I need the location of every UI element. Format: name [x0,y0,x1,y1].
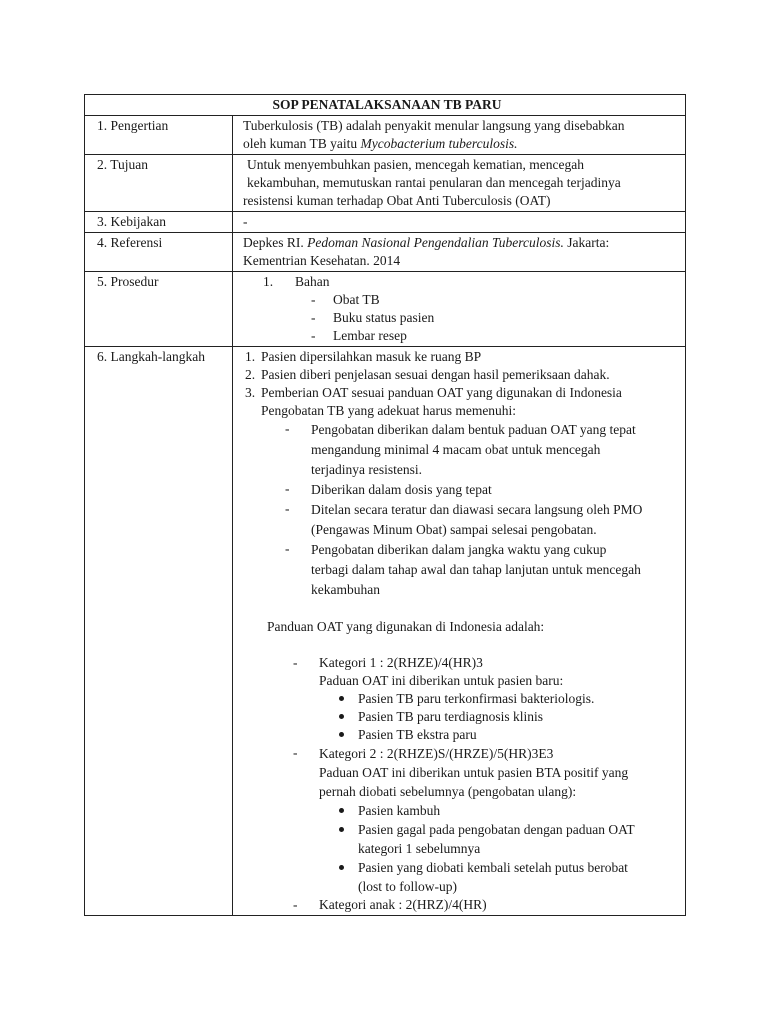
step-3 [243,384,679,420]
dash-marker: - [293,655,298,670]
content-langkah [233,347,686,916]
requirement-line: mengandung minimal 4 macam obat untuk mencegah [311,442,601,457]
prosedur-item [243,327,679,345]
prosedur-heading [243,273,679,291]
kategori-title: Kategori 2 : 2(RHZE)S/(HRZE)/5(HR)3E3 [319,746,554,761]
dash-marker: - [311,328,316,343]
prosedur-item-text: Obat TB [333,292,380,307]
row-tujuan [85,155,686,212]
requirement-line: Pengobatan diberikan dalam bentuk paduan OAT yang tepat [311,422,636,437]
bullet-text: Pasien TB paru terkonfirmasi bakteriologis. [358,691,595,706]
bullet-item [339,726,679,744]
panduan-intro: Panduan OAT yang digunakan di Indonesia adalah: [267,619,545,634]
pengertian-species: Mycobacterium tuberculosis. [360,136,518,151]
kategori-anak [243,896,679,914]
bullet-dot [339,696,344,701]
bullet-item [339,820,679,858]
step-number: 3. [245,385,256,400]
referensi-book-title: Pedoman Nasional Pengendalian Tuberculosis. [307,235,564,250]
prosedur-heading-text: Bahan [295,274,330,289]
pengertian-line-1: Tuberkulosis (TB) adalah penyakit menular langsung yang disebabkan [243,118,625,133]
label-langkah: 6. Langkah-langkah [85,347,233,916]
bullet-text-continued: (lost to follow-up) [358,879,457,894]
dash-marker: - [293,897,298,912]
content-prosedur [233,272,686,347]
bullet-dot [339,827,344,832]
bullet-dot [339,732,344,737]
kategori-title: Kategori 1 : 2(RHZE)/4(HR)3 [319,655,483,670]
referensi-line-1 [243,234,679,252]
row-pengertian [85,116,686,155]
step-3-line-2: Pengobatan TB yang adekuat harus memenuhi: [261,403,517,418]
step-number: 1. [245,349,256,364]
bullet-text: Pasien kambuh [358,803,441,818]
kategori-1-body [319,654,679,744]
content-referensi [233,233,686,272]
dash-marker: - [285,421,290,436]
kategori-2-bullets [319,801,679,896]
requirement-line: terjadinya resistensi. [311,462,422,477]
kategori-2-body [319,744,679,896]
prosedur-item [243,309,679,327]
requirement-text [311,540,679,600]
requirement-item [243,500,679,540]
document-title: SOP PENATALAKSANAAN TB PARU [85,95,686,116]
requirement-line: kekambuhan [311,582,380,597]
bullet-text: Pasien yang diobati kembali setelah putus berobat [358,860,628,875]
dash-marker: - [311,310,316,325]
step-3-line-1: Pemberian OAT sesuai panduan OAT yang digunakan di Indonesia [261,385,622,400]
dash-marker: - [285,501,290,516]
row-referensi [85,233,686,272]
requirement-text [311,500,679,540]
step-text: Pasien diberi penjelasan sesuai dengan hasil pemeriksaan dahak. [261,367,610,382]
step-1 [243,348,679,366]
step-2 [243,366,679,384]
kategori-desc: Paduan OAT ini diberikan untuk pasien baru: [319,673,564,688]
spacer [243,600,679,618]
requirement-line: Ditelan secara teratur dan diawasi secara langsung oleh PMO [311,502,643,517]
requirement-line: (Pengawas Minum Obat) sampai selesai pengobatan. [311,522,597,537]
bullet-item [339,858,679,896]
title-row [85,95,686,116]
content-tujuan [233,155,686,212]
requirement-line: Pengobatan diberikan dalam jangka waktu yang cukup [311,542,607,557]
requirement-text: Diberikan dalam dosis yang tepat [311,482,492,497]
requirement-item [243,540,679,600]
tujuan-line-1: Untuk menyembuhkan pasien, mencegah kematian, mencegah [247,157,585,172]
content-pengertian [233,116,686,155]
dash-marker: - [285,481,290,496]
step-number: 2. [245,367,256,382]
pengertian-text: oleh kuman TB yaitu [243,136,361,151]
kategori-desc: Paduan OAT ini diberikan untuk pasien BTA positif yang [319,765,629,780]
kategori-1-bullets [319,690,679,744]
tujuan-line-2: kekambuhan, memutuskan rantai penularan dan mencegah terjadinya [247,175,621,190]
prosedur-item-text: Buku status pasien [333,310,435,325]
dash-marker: - [293,745,298,760]
label-kebijakan: 3. Kebijakan [85,212,233,233]
kategori-2 [243,744,679,896]
prosedur-item-text: Lembar resep [333,328,407,343]
requirement-line: terbagi dalam tahap awal dan tahap lanjutan untuk mencegah [311,562,641,577]
step-text: Pasien dipersilahkan masuk ke ruang BP [261,349,482,364]
kategori-desc: pernah diobati sebelumnya (pengobatan ulang): [319,784,577,799]
bullet-item [339,690,679,708]
bullet-item [339,801,679,820]
prosedur-heading-number: 1. [263,274,274,289]
sop-document [84,94,685,916]
row-langkah [85,347,686,916]
prosedur-item [243,291,679,309]
referensi-author: Depkes RI. [243,235,308,250]
sop-table [84,94,686,916]
bullet-dot [339,714,344,719]
kategori-title: Kategori anak : 2(HRZ)/4(HR) [319,897,487,912]
bullet-dot [339,808,344,813]
step-text [261,384,679,420]
row-kebijakan [85,212,686,233]
referensi-place: Jakarta: [563,235,610,250]
requirement-item [243,420,679,480]
label-pengertian: 1. Pengertian [85,116,233,155]
referensi-line-2: Kementrian Kesehatan. 2014 [243,253,401,268]
tujuan-line-3: resistensi kuman terhadap Obat Anti Tuberculosis (OAT) [243,193,551,208]
bullet-dot [339,865,344,870]
bullet-text: Pasien gagal pada pengobatan dengan paduan OAT [358,822,635,837]
label-referensi: 4. Referensi [85,233,233,272]
spacer [243,636,679,654]
kategori-1 [243,654,679,744]
dash-marker: - [311,292,316,307]
label-prosedur: 5. Prosedur [85,272,233,347]
label-tujuan: 2. Tujuan [85,155,233,212]
row-prosedur [85,272,686,347]
bullet-text: Pasien TB paru terdiagnosis klinis [358,709,543,724]
bullet-text: Pasien TB ekstra paru [358,727,477,742]
requirement-item [243,480,679,500]
bullet-text-continued: kategori 1 sebelumnya [358,841,481,856]
requirement-text [311,420,679,480]
bullet-item [339,708,679,726]
content-kebijakan: - [233,212,686,233]
pengertian-line-2 [243,135,679,153]
dash-marker: - [285,541,290,556]
